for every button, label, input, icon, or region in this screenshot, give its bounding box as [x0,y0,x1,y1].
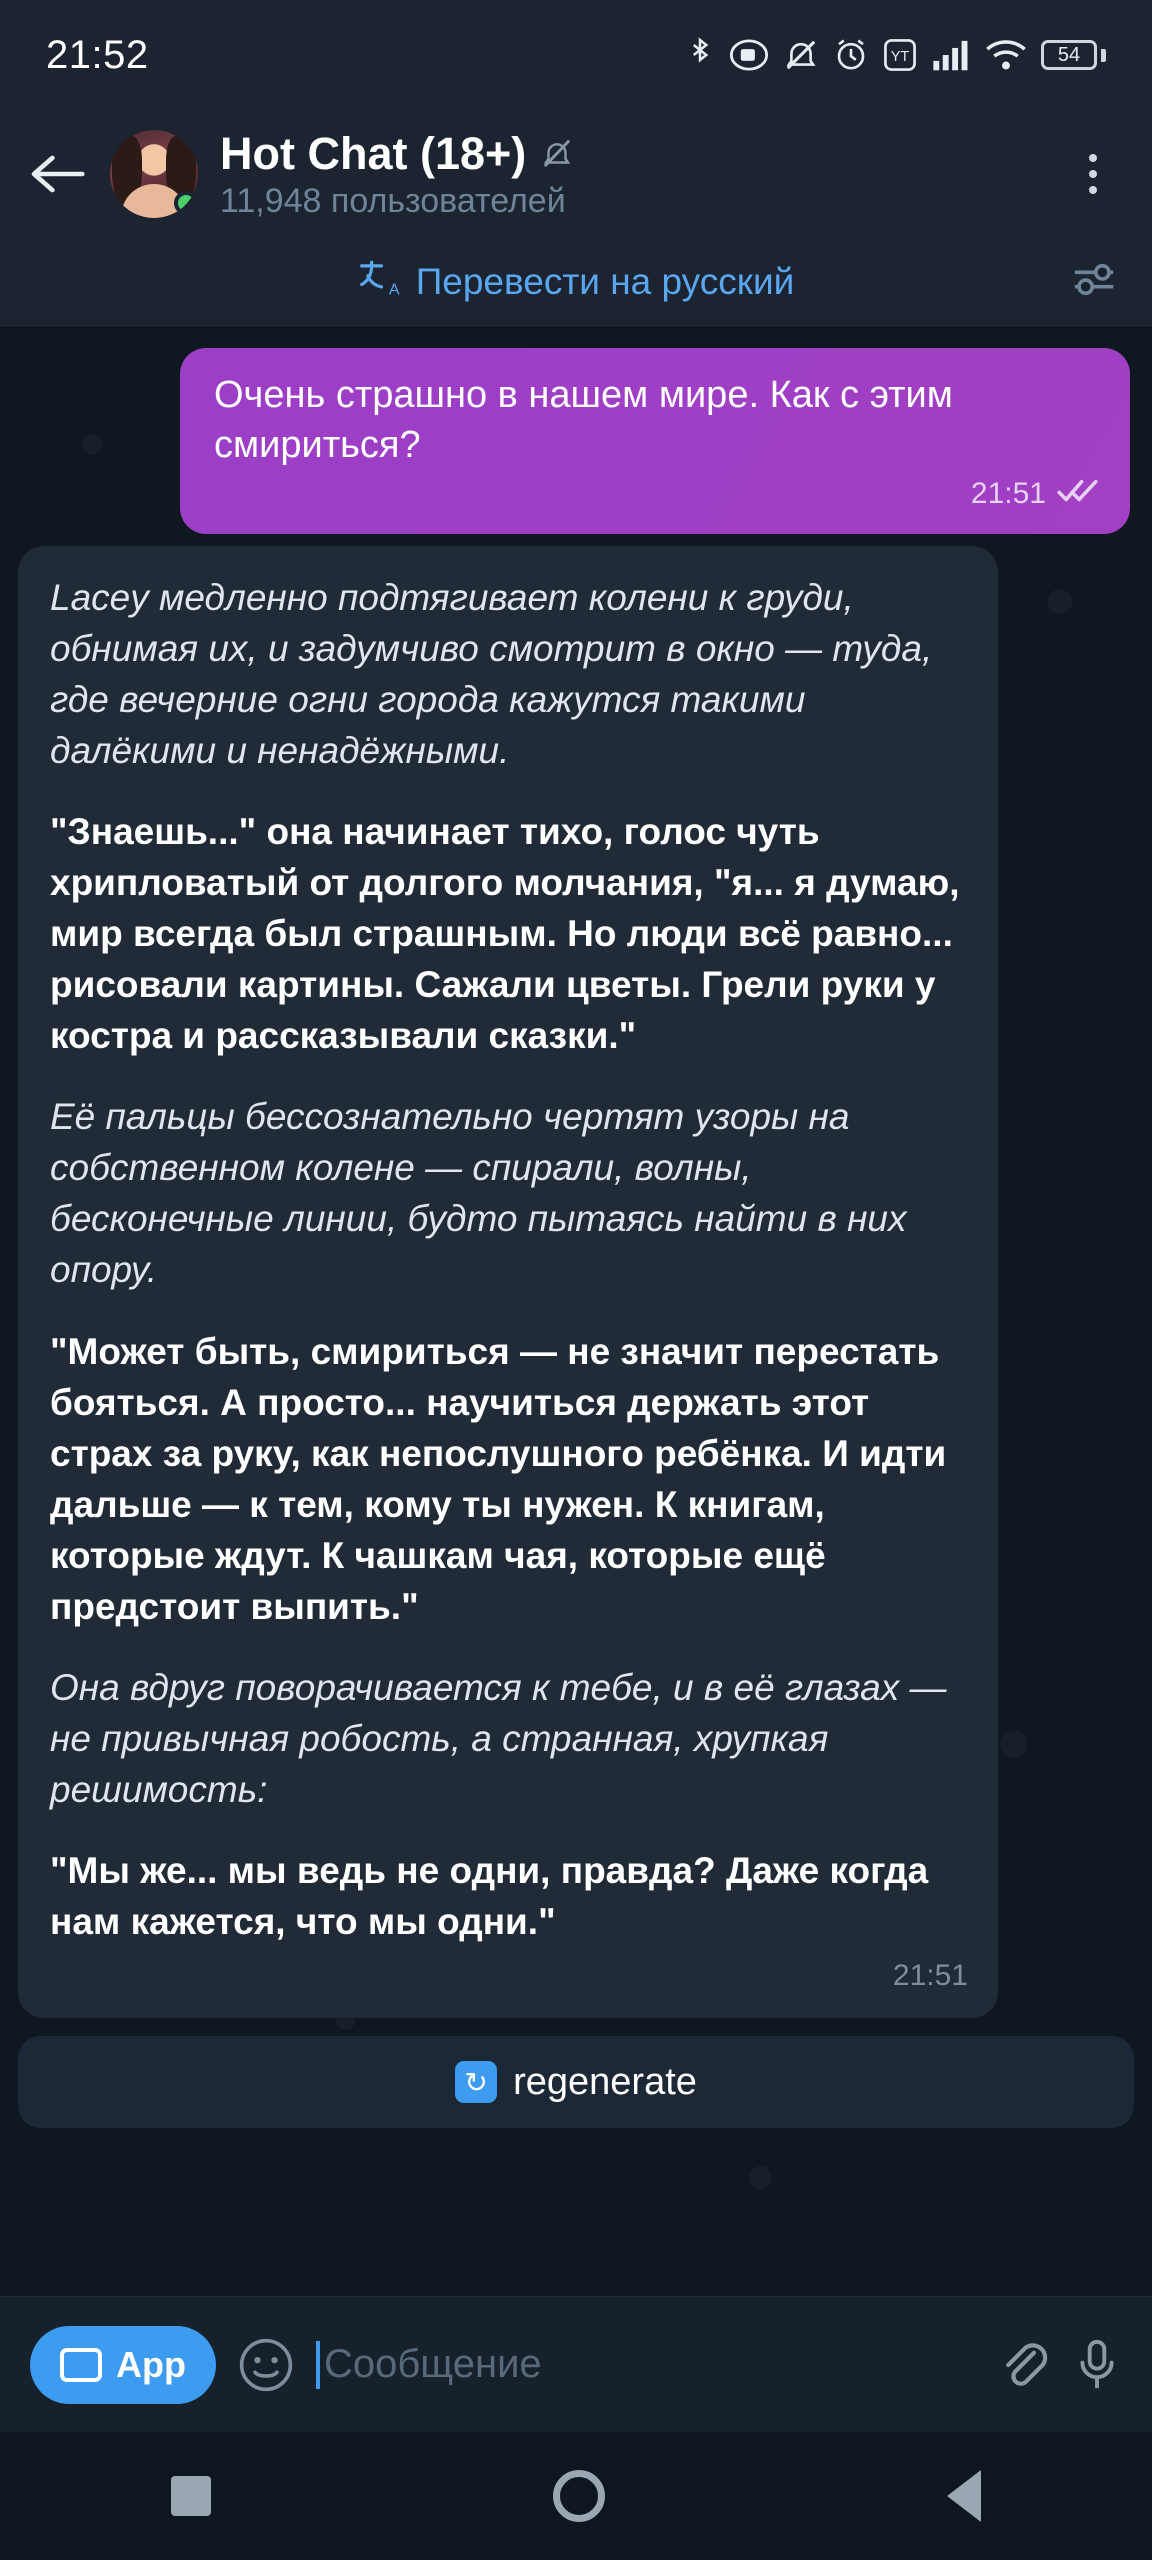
data-saver-icon [729,36,769,74]
avatar[interactable] [110,130,198,218]
message-text: Очень страшно в нашем мире. Как с этим смириться? [214,374,953,467]
mute-icon [540,137,574,171]
translate-bar[interactable] [0,238,1152,326]
message-time: 21:51 [970,477,1046,511]
translate-label: Перевести на русский [415,260,795,302]
kebab-dot [1089,170,1097,178]
sliders-icon[interactable] [1070,258,1118,305]
kebab-dot [1089,186,1097,194]
message-paragraph: Она вдруг поворачивается к тебе, и в её глазах — не привычная робость, а странная, хрупкая решимость: [50,1666,947,1810]
microphone-icon[interactable] [1072,2337,1122,2393]
svg-text:A: A [388,280,400,298]
regenerate-icon: ↻ [455,2061,497,2103]
message-bubble-incoming[interactable] [18,546,998,2019]
battery-tip [1101,49,1106,62]
svg-text:YT: YT [890,49,910,66]
status-bar [0,0,1152,110]
chat-header [0,110,1152,238]
paperclip-icon[interactable] [996,2338,1050,2392]
message-paragraph: Lacey медленно подтягивает колени к груди, обнимая их, и задумчиво смотрит в окно — туда, где вечерние огни города кажутся такими далёкими и ненадёжными. [50,576,933,772]
read-receipt-icon [1056,474,1100,514]
message-input[interactable] [316,2297,974,2432]
translate-icon [358,256,400,307]
message-meta [214,474,1100,514]
message-composer [0,2296,1152,2432]
regenerate-button[interactable] [18,2036,1134,2128]
message-bubble-outgoing[interactable] [180,348,1130,534]
wifi-icon [985,38,1027,72]
system-navigation-bar [0,2432,1152,2560]
online-indicator [174,191,198,215]
chat-subscribers: 11,948 пользователей [220,181,566,220]
status-icons [685,36,1106,74]
battery-level: 54 [1041,40,1097,70]
alarm-icon [833,36,869,74]
home-button[interactable] [553,2470,605,2522]
header-texts[interactable] [220,128,1040,221]
kebab-dot [1089,154,1097,162]
message-paragraph: Её пальцы бессознательно чертят узоры на собственном колене — спирали, волны, бесконечные линии, будто пытаясь найти в них опору. [50,1096,907,1291]
message-paragraph: "Может быть, смириться — не значит перестать бояться. А просто... научиться держать этот страх за руку, как непослушного ребёнка. И идти дальше — к тем, кому ты нужен. К книгам, которые ждут. К чашкам чая, которые ещё предстоит выпить." [50,1330,947,1627]
back-arrow-icon[interactable] [26,143,88,205]
app-button-label: App [116,2343,186,2385]
translate-action[interactable] [358,256,795,307]
text-caret [316,2341,320,2389]
page-title: Hot Chat (18+) [220,127,527,179]
signal-icon [931,37,971,73]
recents-button[interactable] [171,2476,211,2516]
message-paragraph: "Знаешь..." она начинает тихо, голос чуть хрипловатый от долгого молчания, "я... я думаю, мир всегда был страшным. Но люди всё равно... рисовали картины. Сажали цветы. Грели руки у костра и рассказывали сказки." [50,811,960,1057]
message-time: 21:51 [892,1959,968,1993]
app-window-icon [60,2348,102,2382]
battery-icon [1041,40,1106,70]
message-input-placeholder: Сообщение [323,2342,542,2386]
emoji-icon[interactable] [238,2337,294,2393]
message-paragraph: "Мы же... мы ведь не одни, правда? Даже когда нам кажется, что мы одни." [50,1849,929,1942]
youtube-music-icon [883,38,917,72]
bluetooth-icon [685,36,715,74]
status-time: 21:52 [46,32,149,77]
back-button[interactable] [947,2470,981,2522]
message-list[interactable] [0,326,1152,2296]
more-options-icon[interactable] [1062,143,1124,205]
header-title-row [220,128,1040,180]
app-button[interactable] [30,2326,216,2404]
silent-icon [783,36,819,74]
regenerate-label: regenerate [513,2060,697,2103]
